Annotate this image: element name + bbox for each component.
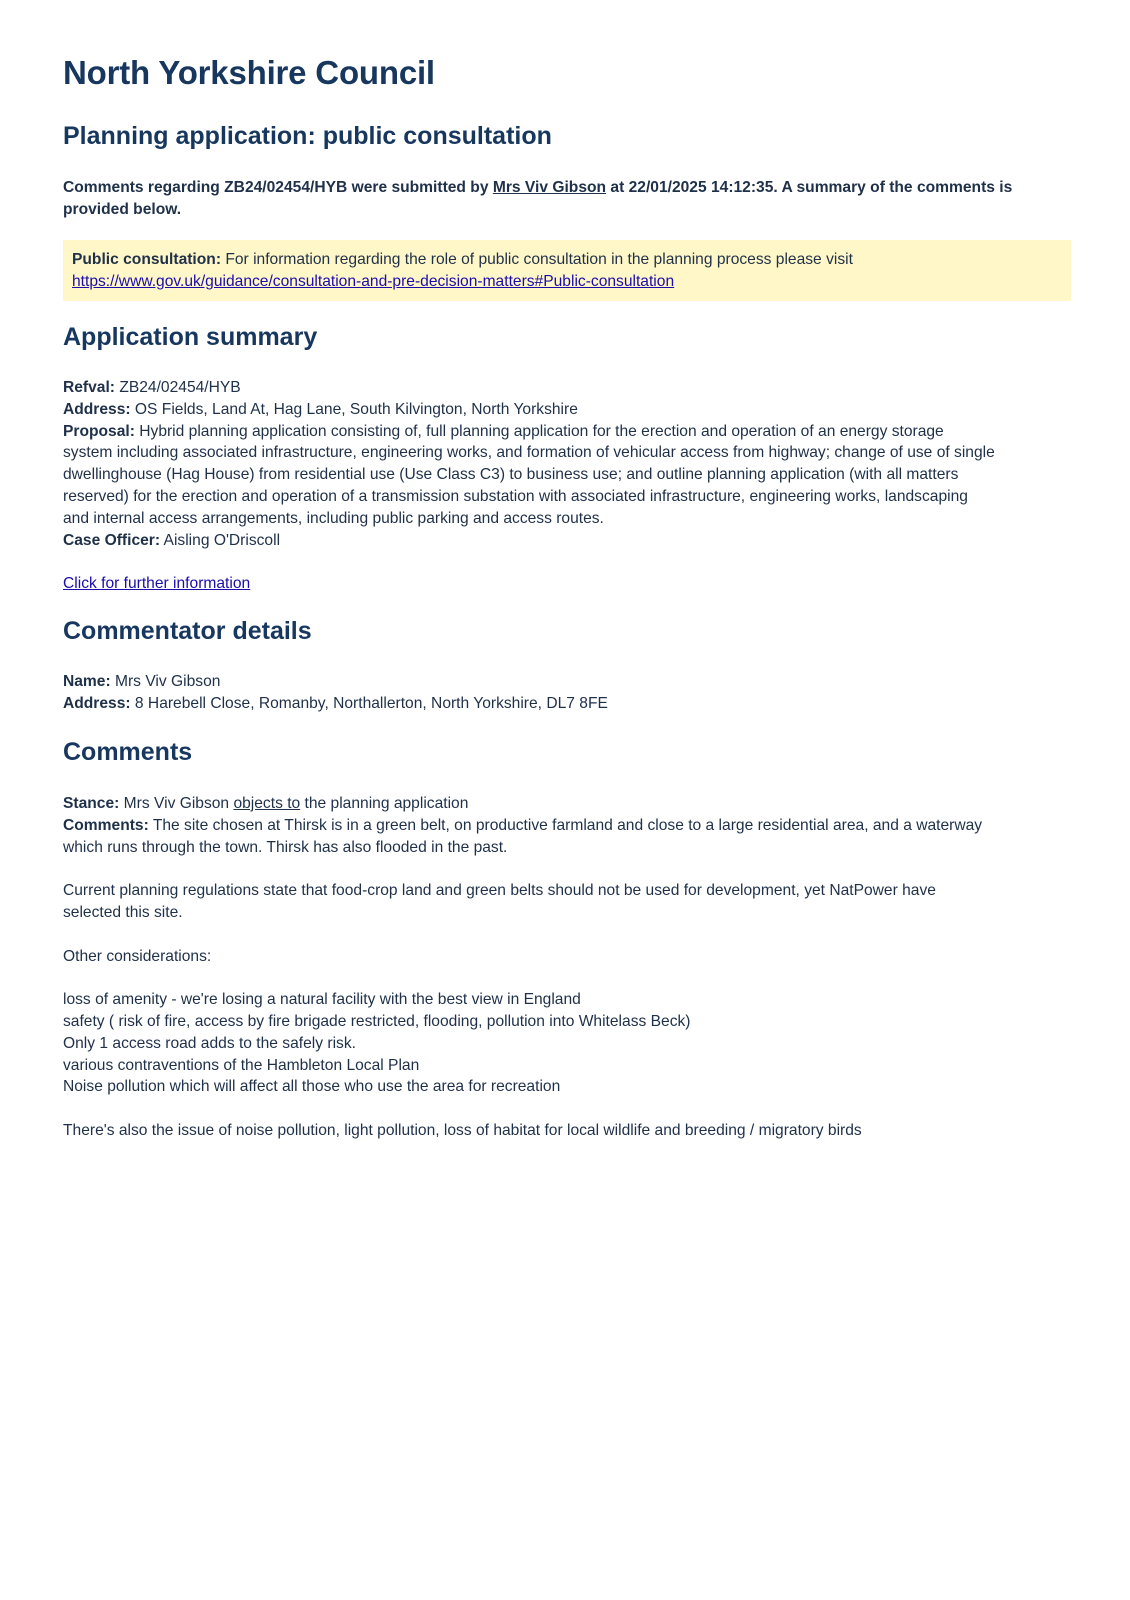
comment-line: safety ( risk of fire, access by fire brigade restricted, flooding, pollution into Whitelass Beck) <box>63 1012 691 1030</box>
comment-line: which runs through the town. Thirsk has also flooded in the past. <box>63 838 508 856</box>
notice-text: For information regarding the role of public consultation in the planning process please visit <box>221 251 853 268</box>
application-summary-details <box>63 377 1071 595</box>
commentator-address-value: 8 Harebell Close, Romanby, Northallerton, North Yorkshire, DL7 8FE <box>130 694 608 712</box>
refval-value: ZB24/02454/HYB <box>115 379 241 396</box>
commentator-address-label: Address: <box>63 694 131 712</box>
comment-line: Other considerations: <box>63 947 212 965</box>
proposal-line: and internal access arrangements, including public parking and access routes. <box>63 509 604 527</box>
org-title: North Yorkshire Council <box>63 54 435 91</box>
comment-line: various contraventions of the Hambleton Local Plan <box>63 1056 420 1074</box>
notice-label: Public consultation: <box>72 251 222 268</box>
intro-text-2: at 22/01/2025 14:12:35. A summary of the comments is provided below. <box>63 179 1013 218</box>
address-label: Address: <box>63 400 131 418</box>
address-value: OS Fields, Land At, Hag Lane, South Kilvington, North Yorkshire <box>130 400 578 418</box>
comment-line: Noise pollution which will affect all those who use the area for recreation <box>63 1078 561 1096</box>
commenter-link[interactable]: Mrs Viv Gibson <box>492 179 607 196</box>
comments-heading: Comments <box>63 738 193 766</box>
stance-text-post: the planning application <box>300 795 469 812</box>
proposal-line: system including associated infrastructure, engineering works, and formation of vehicular access from highway; change of use of single <box>63 444 995 462</box>
name-value: Mrs Viv Gibson <box>110 673 221 690</box>
refval-label: Refval: <box>63 379 115 396</box>
further-information-link[interactable]: Click for further information <box>63 575 251 593</box>
intro-paragraph <box>63 177 1071 221</box>
commentator-details <box>63 671 1071 715</box>
comment-line: selected this site. <box>63 903 183 921</box>
proposal-line: dwellinghouse (Hag House) from residential use (Use Class C3) to business use; and outline planning application (with all matters <box>63 466 959 484</box>
comments-body <box>63 793 1071 1142</box>
stance-link[interactable]: objects to <box>233 795 301 812</box>
case-officer-value: Aisling O'Driscoll <box>160 531 281 549</box>
stance-text-pre: Mrs Viv Gibson <box>119 795 234 812</box>
comment-line: Only 1 access road adds to the safely risk. <box>63 1034 356 1052</box>
case-officer-label: Case Officer: <box>63 531 161 549</box>
proposal-line: Hybrid planning application consisting of, full planning application for the erection and operation of an energy storage <box>134 422 944 440</box>
stance-label: Stance: <box>63 795 120 812</box>
comment-line: The site chosen at Thirsk is in a green belt, on productive farmland and close to a large residential area, and a waterway <box>148 816 983 834</box>
proposal-line: reserved) for the erection and operation of a transmission substation with associated infrastructure, engineering works, landscaping <box>63 487 968 505</box>
application-summary-heading: Application summary <box>63 323 318 351</box>
intro-text-1: Comments regarding ZB24/02454/HYB were submitted by <box>63 179 493 196</box>
comment-line: loss of amenity - we're losing a natural facility with the best view in England <box>63 991 581 1009</box>
comments-label: Comments: <box>63 816 149 834</box>
commentator-heading: Commentator details <box>63 617 312 645</box>
proposal-label: Proposal: <box>63 422 135 440</box>
consultation-notice <box>63 240 1071 301</box>
page-subtitle: Planning application: public consultation <box>63 122 552 150</box>
name-label: Name: <box>63 673 111 690</box>
comment-line: There's also the issue of noise pollution, light pollution, loss of habitat for local wildlife and breeding / migratory birds <box>63 1121 862 1139</box>
guidance-link[interactable]: https://www.gov.uk/guidance/consultation-and-pre-decision-matters#Public-consultation <box>72 272 675 290</box>
comment-line: Current planning regulations state that food-crop land and green belts should not be used for development, yet NatPower have <box>63 882 936 900</box>
